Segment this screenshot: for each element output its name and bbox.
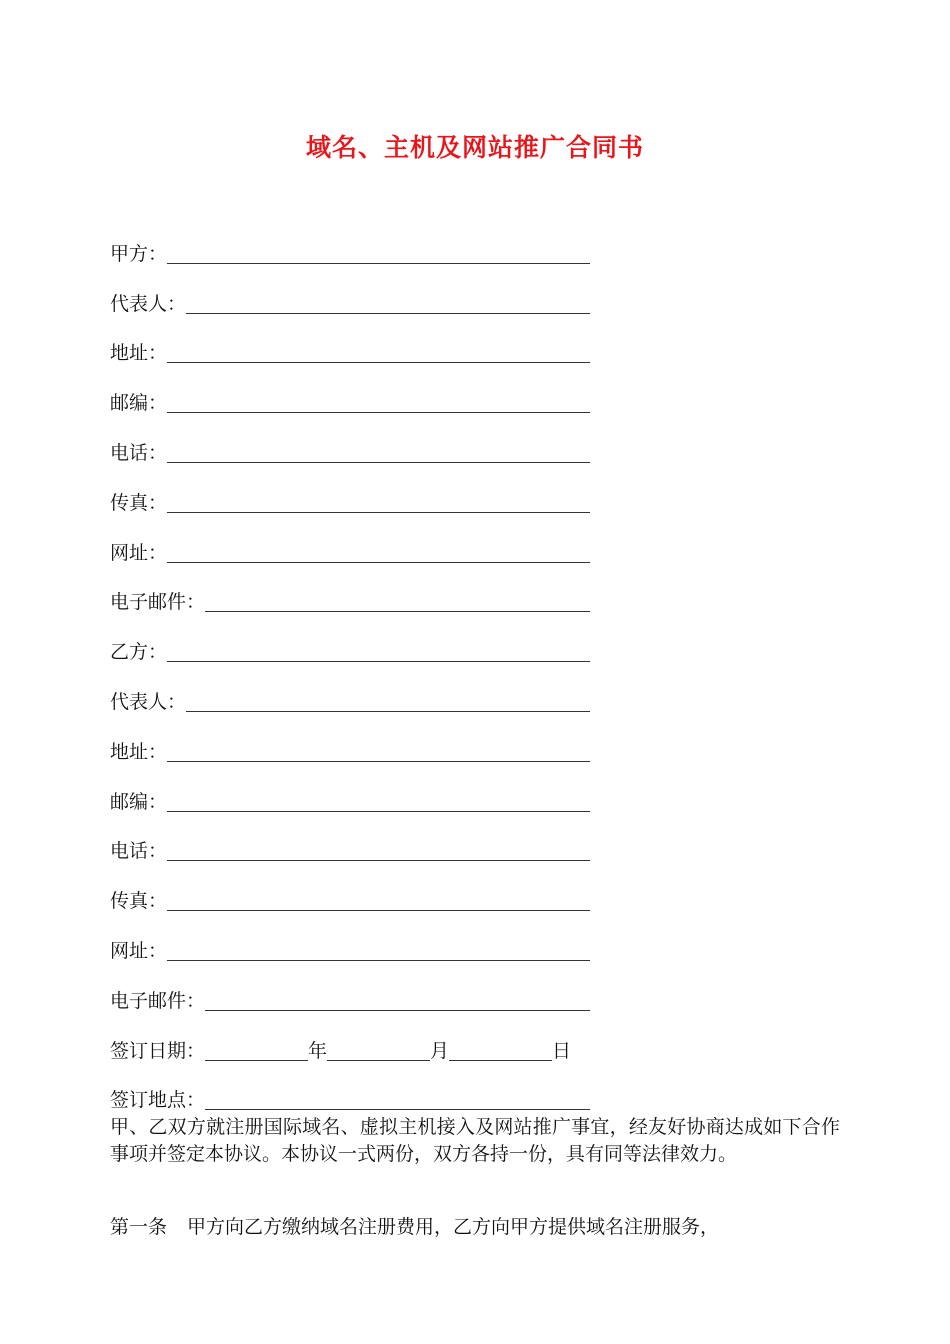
party-b-address-field (110, 715, 590, 765)
fill-in-line (167, 440, 590, 463)
day-label: 日 (552, 1039, 572, 1062)
party-a-field (110, 217, 590, 267)
day-blank (449, 1038, 552, 1061)
party-a-fax-field (110, 466, 590, 516)
party-a-address-field (110, 317, 590, 367)
field-label: 网址： (110, 939, 168, 962)
intro-paragraph: 甲、乙双方就注册国际域名、虚拟主机接入及网站推广事宜，经友好协商达成如下合作事项并签定本协议。本协议一式两份，双方各持一份，具有同等法律效力。 (110, 1116, 840, 1165)
field-label: 电子邮件： (110, 989, 206, 1012)
field-label: 电话： (110, 441, 168, 464)
party-a-representative-field (110, 267, 590, 317)
field-label: 代表人： (110, 292, 187, 315)
field-label: 传真： (110, 491, 168, 514)
field-label: 地址： (110, 342, 168, 365)
year-label: 年 (308, 1039, 328, 1062)
article-number: 第一条 (110, 1216, 168, 1238)
field-label: 乙方： (110, 641, 168, 664)
fill-in-line (167, 739, 590, 762)
field-label: 签订地点： (110, 1089, 206, 1112)
document-title: 域名、主机及网站推广合同书 (305, 133, 644, 162)
field-label: 传真： (110, 890, 168, 913)
year-blank (205, 1038, 308, 1061)
party-info-fields (110, 217, 590, 1113)
fill-in-line (186, 689, 590, 712)
fill-in-line (167, 838, 590, 861)
field-label: 签订日期： (110, 1039, 206, 1062)
month-blank (327, 1038, 430, 1061)
article-1-paragraph (110, 1214, 840, 1241)
field-label: 邮编： (110, 790, 168, 813)
fill-in-line (167, 789, 590, 812)
fill-in-line (205, 589, 590, 612)
month-label: 月 (430, 1039, 450, 1062)
signing-place-field (110, 1064, 590, 1114)
fill-in-line (205, 988, 590, 1011)
party-b-phone-field (110, 815, 590, 865)
field-label: 代表人： (110, 690, 187, 713)
fill-in-line (186, 291, 590, 314)
field-label: 网址： (110, 541, 168, 564)
party-b-field (110, 615, 590, 665)
fill-in-line (167, 490, 590, 513)
article-text: 甲方向乙方缴纳域名注册费用，乙方向甲方提供域名注册服务， (187, 1216, 720, 1238)
party-a-email-field (110, 566, 590, 616)
fill-in-line (167, 340, 590, 363)
party-b-representative-field (110, 665, 590, 715)
party-b-fax-field (110, 864, 590, 914)
fill-in-line (205, 1087, 590, 1110)
party-a-postcode-field (110, 366, 590, 416)
field-label: 地址： (110, 740, 168, 763)
fill-in-line (167, 540, 590, 563)
field-label: 甲方： (110, 242, 168, 265)
field-label: 电子邮件： (110, 591, 206, 614)
fill-in-line (167, 390, 590, 413)
party-b-email-field (110, 964, 590, 1014)
party-b-postcode-field (110, 765, 590, 815)
signing-date-field (110, 1014, 590, 1064)
fill-in-line (167, 938, 590, 961)
fill-in-line (167, 241, 590, 264)
party-a-phone-field (110, 416, 590, 466)
field-label: 电话： (110, 840, 168, 863)
party-a-website-field (110, 516, 590, 566)
fill-in-line (167, 639, 590, 662)
field-label: 邮编： (110, 392, 168, 415)
fill-in-line (167, 888, 590, 911)
party-b-website-field (110, 914, 590, 964)
